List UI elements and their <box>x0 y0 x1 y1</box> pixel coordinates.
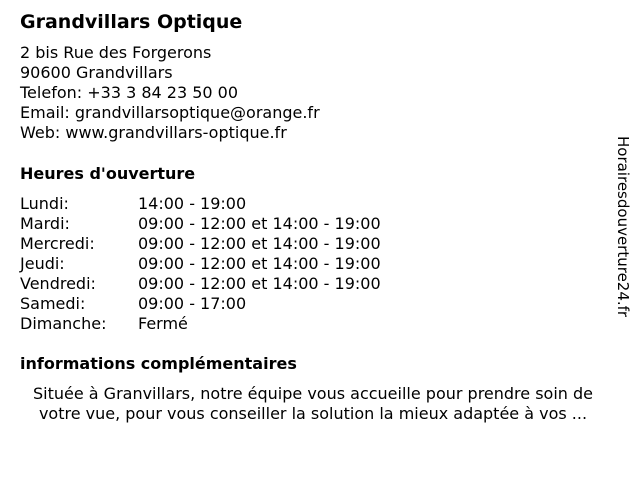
time-value: 09:00 - 12:00 et 14:00 - 19:00 <box>138 214 381 233</box>
hours-row-thursday <box>20 254 460 274</box>
time-value: 09:00 - 12:00 et 14:00 - 19:00 <box>138 254 381 273</box>
additional-info-heading: informations complémentaires <box>20 354 297 373</box>
hours-row-friday <box>20 274 460 294</box>
description-line-1: Située à Granvillars, notre équipe vous accueille pour prendre soin de <box>32 384 594 403</box>
address-line-2: 90600 Grandvillars <box>20 63 173 82</box>
email-address[interactable]: Email: grandvillarsoptique@orange.fr <box>20 103 320 122</box>
opening-hours-table <box>20 194 460 334</box>
site-watermark <box>611 136 635 376</box>
day-label: Jeudi: <box>20 254 65 273</box>
opening-hours-heading: Heures d'ouverture <box>20 164 196 183</box>
day-label: Samedi: <box>20 294 86 313</box>
contact-block <box>20 43 320 143</box>
time-value: 09:00 - 12:00 et 14:00 - 19:00 <box>138 274 381 293</box>
description-line-2: votre vue, pour vous conseiller la solution la mieux adaptée à vos ... <box>38 404 588 423</box>
hours-row-saturday <box>20 294 460 314</box>
day-label: Mercredi: <box>20 234 95 253</box>
day-label: Mardi: <box>20 214 70 233</box>
time-value: 14:00 - 19:00 <box>138 194 247 213</box>
hours-row-wednesday <box>20 234 460 254</box>
day-label: Vendredi: <box>20 274 96 293</box>
time-value: 09:00 - 17:00 <box>138 294 247 313</box>
description-text <box>8 384 618 424</box>
address-line-1: 2 bis Rue des Forgerons <box>20 43 212 62</box>
day-label: Dimanche: <box>20 314 107 333</box>
hours-row-tuesday <box>20 214 460 234</box>
watermark-text: Horairesdouverture24.fr <box>614 136 632 318</box>
day-label: Lundi: <box>20 194 69 213</box>
hours-row-monday <box>20 194 460 214</box>
website-link[interactable]: Web: www.grandvillars-optique.fr <box>20 123 287 142</box>
time-value: 09:00 - 12:00 et 14:00 - 19:00 <box>138 234 381 253</box>
hours-row-sunday <box>20 314 460 334</box>
phone-number[interactable]: Telefon: +33 3 84 23 50 00 <box>20 83 239 102</box>
business-name: Grandvillars Optique <box>20 11 243 33</box>
time-value: Fermé <box>138 314 188 333</box>
